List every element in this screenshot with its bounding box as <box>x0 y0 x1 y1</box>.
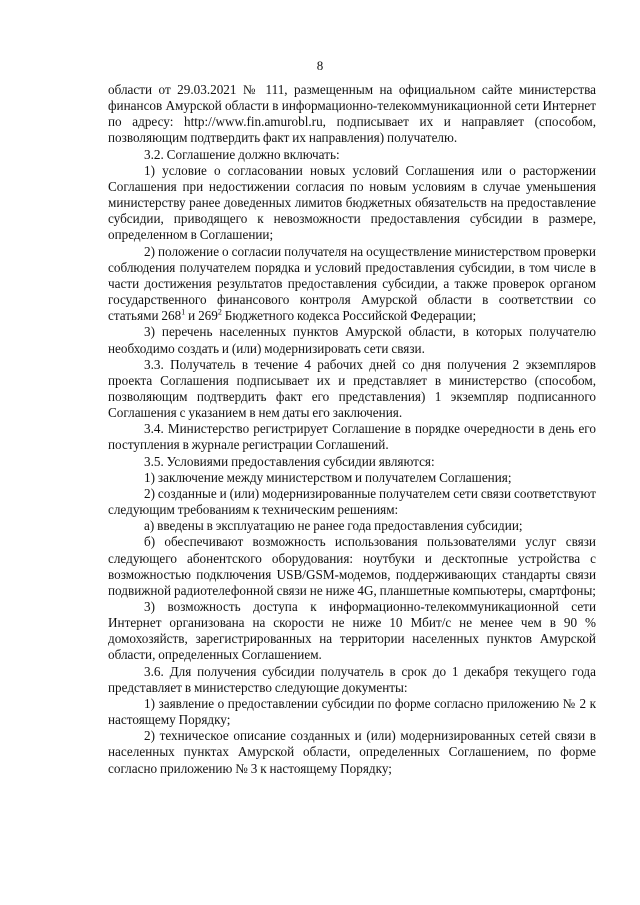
paragraph-text: и 269 <box>185 308 218 324</box>
paragraph-3-3: 3.3. Получатель в течение 4 рабочих дней со дня получения 2 экземпляров проекта Соглашения подписывает их и представляет в министерство (способом, позволяющим подтвердить факт его представления) 1 экземпляр подписанного Соглашения с указанием в нем даты его заключения. <box>108 356 596 421</box>
paragraph-3-5-item-2: 2) созданные и (или) модернизированные получателем сети связи соответствуют следующим требованиям к техническим решениям: <box>108 485 596 518</box>
paragraph-3-5-item-2b: б) обеспечивают возможность использования пользователями услуг связи следующего абонентского оборудования: ноутбуки и десктопные устройства с возможностью подключения USB/GSM-модемов, поддерживающих стандарты связи подвижной радиотелефонной связи не ниже 4G, планшетные компьютеры, смартфоны; <box>108 534 596 598</box>
paragraph-3-6-item-2: 2) техническое описание созданных и (или) модернизированных сетей связи в населенных пунктах Амурской области, определенных Соглашением, по форме согласно приложению № 3 к настоящему Порядку; <box>108 728 596 776</box>
superscript: 1 <box>181 307 186 317</box>
paragraph-text: Бюджетного кодекса Российской Федерации; <box>221 308 477 324</box>
paragraph-3-4: 3.4. Министерство регистрирует Соглашение в порядке очередности в день его поступления в журнале регистрации Соглашений. <box>108 421 596 453</box>
paragraph-text: 2) положение о согласии получателя на осуществление министерством проверки соблюдения получателем порядка и условий предоставления субсидии, в том числе в части достижения результатов предоставления субсидии, а также проверок органом государственного финансового контроля Амурской области в соответствии со статьями 268 <box>108 243 596 324</box>
paragraph-3-6: 3.6. Для получения субсидии получатель в срок до 1 декабря текущего года представляет в министерство следующие документы: <box>108 663 596 695</box>
page-number: 8 <box>316 58 324 73</box>
paragraph-3-5-item-2a: а) введены в эксплуатацию не ранее года предоставления субсидии; <box>144 518 523 534</box>
paragraph-3-2-item-1: 1) условие о согласовании новых условий Соглашения или о расторжении Соглашения при недостижении согласия по новым условиям в случае уменьшения министерству ранее доведенных лимитов бюджетных обязательств на предоставление субсидии, приводящего к невозможности предоставления субсидии в размере, определенном в Соглашении; <box>108 162 596 243</box>
paragraph-3-6-item-1: 1) заявление о предоставлении субсидии по форме согласно приложению № 2 к настоящему Порядку; <box>108 695 596 728</box>
paragraph-3-2-item-3: 3) перечень населенных пунктов Амурской области, в которых получателю необходимо создать и (или) модернизировать сети связи. <box>108 324 596 356</box>
paragraph-continuation: области от 29.03.2021 № 111, размещенным на официальном сайте министерства финансов Амурской области в информационно-телекоммуникационной сети Интернет по адресу: http://www.fin.amurobl.ru, подписывает их и направляет (способом, позволяющим подтвердить факт их направления) получателю. <box>108 82 596 146</box>
superscript: 2 <box>217 307 222 317</box>
paragraph-3-5: 3.5. Условиями предоставления субсидии являются: <box>144 453 435 469</box>
paragraph-3-2-item-2 <box>108 244 596 325</box>
paragraph-3-2: 3.2. Соглашение должно включать: <box>144 146 340 162</box>
paragraph-3-5-item-3: 3) возможность доступа к информационно-телекоммуникационной сети Интернет организована на скорости не ниже 10 Мбит/с не менее чем в 90 % домохозяйств, зарегистрированных на территории населенных пунктов Амурской области, определенных Соглашением. <box>108 599 596 663</box>
paragraph-3-5-item-1: 1) заключение между министерством и получателем Соглашения; <box>144 469 512 485</box>
document-body <box>108 82 596 777</box>
